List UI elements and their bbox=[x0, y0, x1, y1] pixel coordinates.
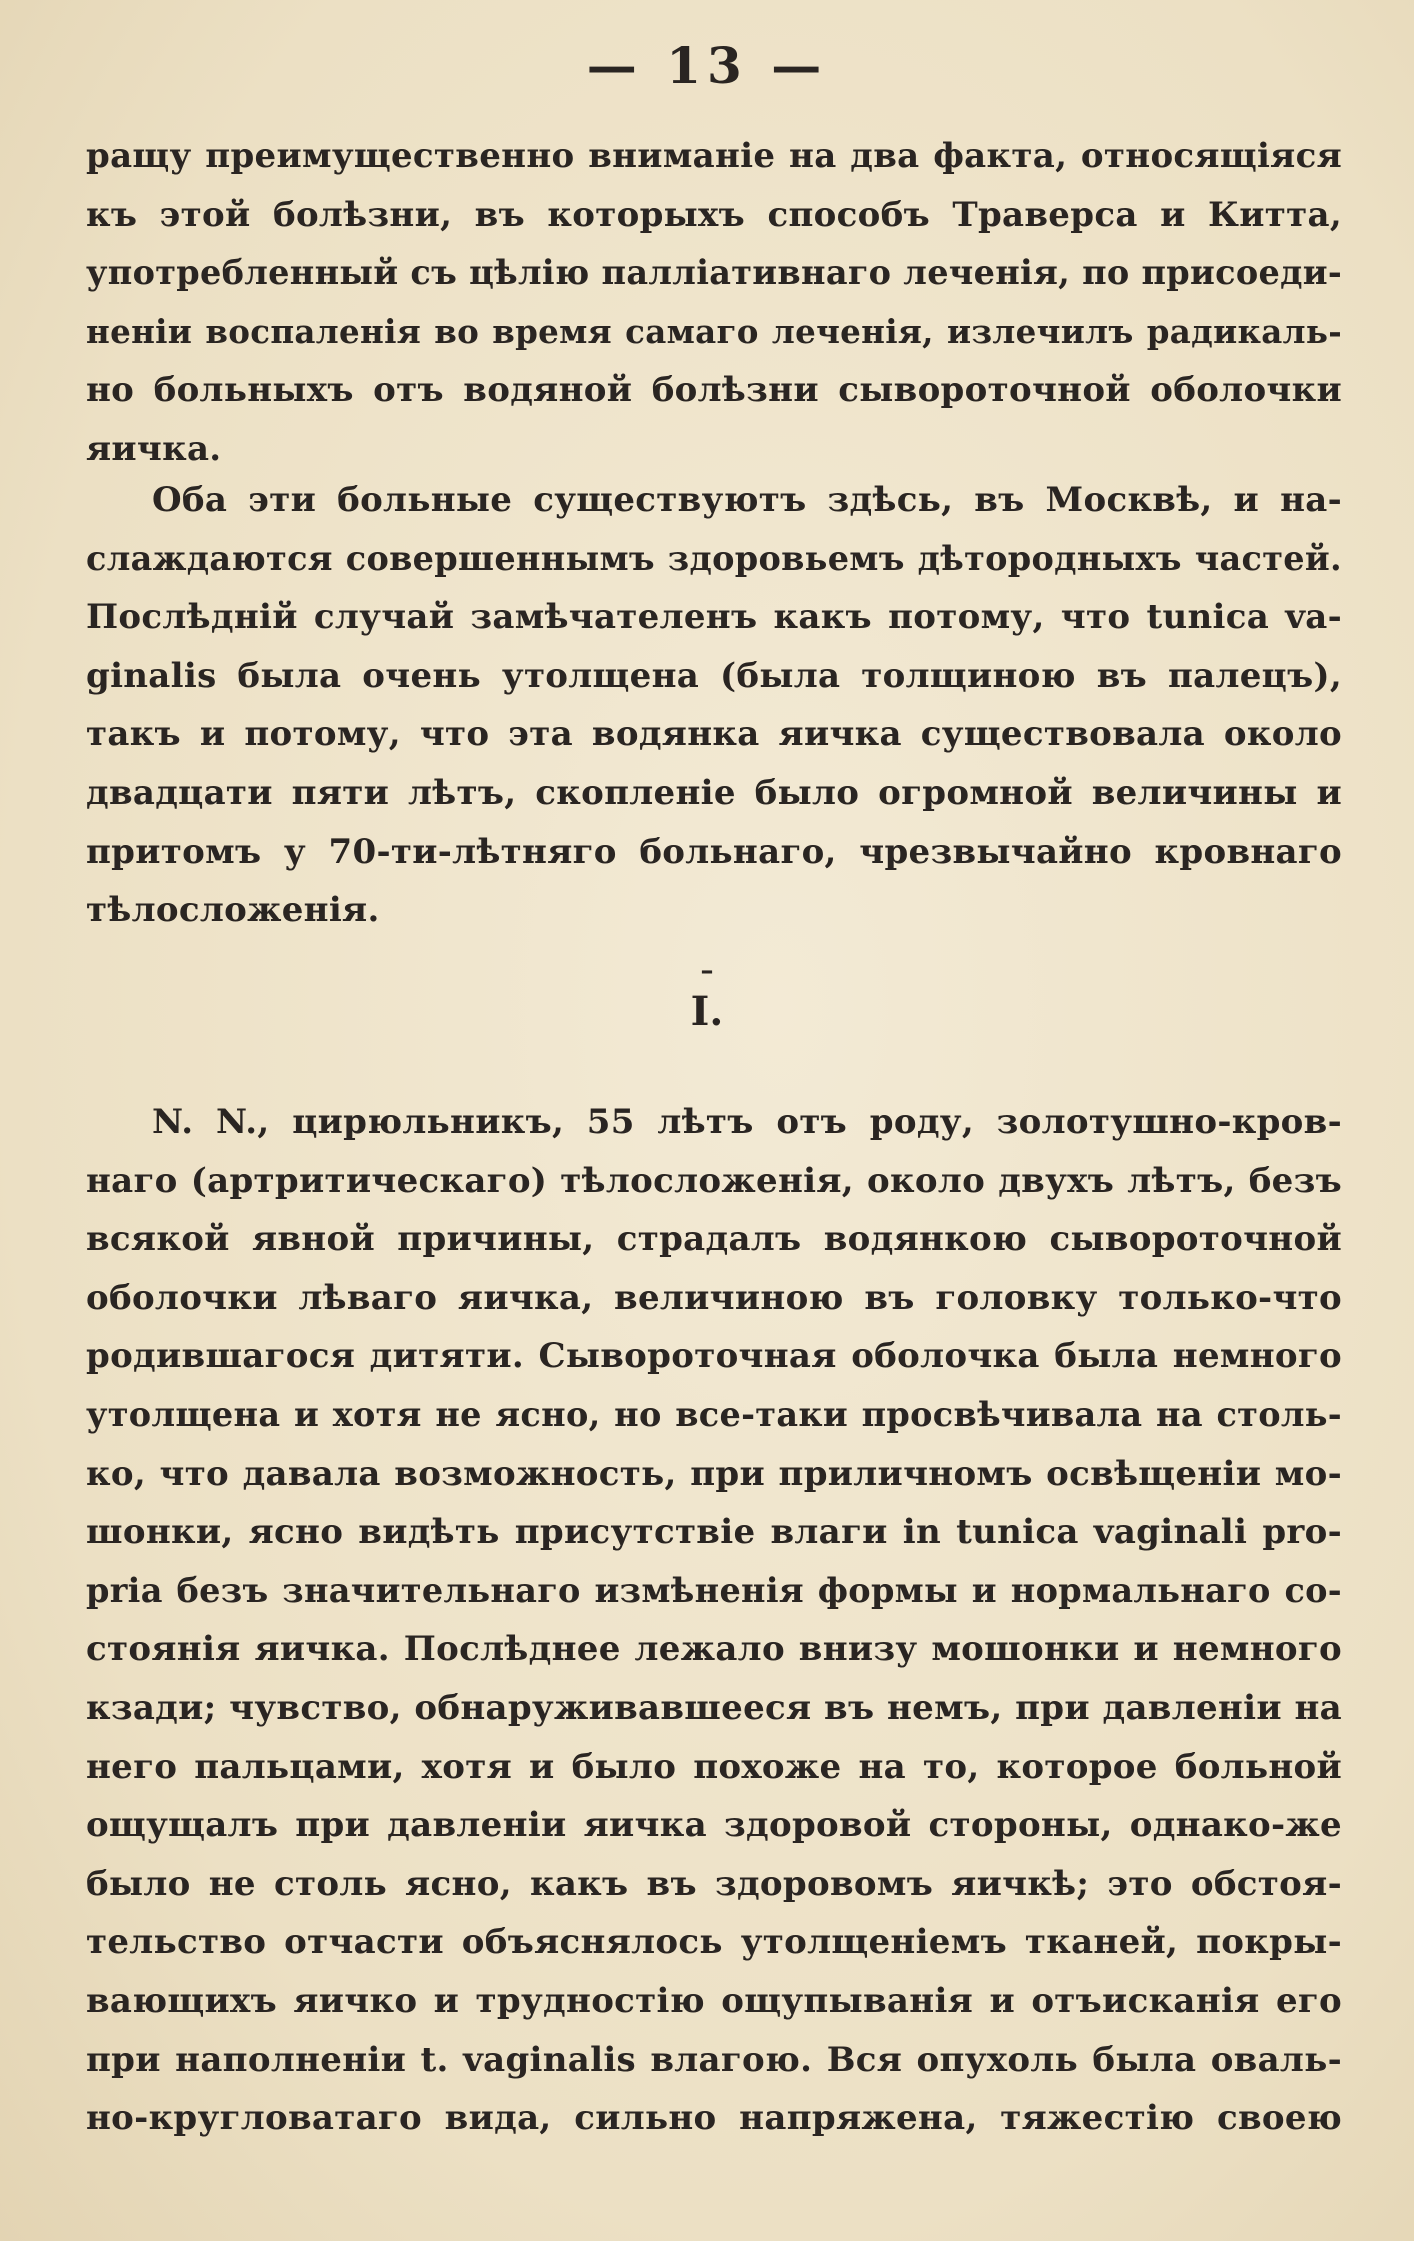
text-line: было не столь ясно, какъ въ здоровомъ яичкѣ; это обстоя- bbox=[86, 1863, 1342, 1904]
text-line: слаждаются совершеннымъ здоровьемъ дѣтородныхъ частей. bbox=[86, 538, 1342, 578]
text-line: употребленный съ цѣлію палліативнаго леченія, по присоеди- bbox=[86, 253, 1343, 293]
text-line: наго (артритическаго) тѣлосложенія, около двухъ лѣтъ, безъ bbox=[86, 1160, 1342, 1201]
text-line: ощущалъ при давленіи яичка здоровой стороны, однако-же bbox=[86, 1805, 1342, 1846]
text-line: pria безъ значительнаго измѣненія формы и нормальнаго со- bbox=[86, 1570, 1342, 1610]
second-paragraph bbox=[86, 471, 1342, 940]
text-line: тельство отчасти объяснялось утолщеніемъ тканей, покры- bbox=[86, 1922, 1342, 1963]
text-line: шонки, ясно видѣть присутствіе влаги in tunica vaginali pro- bbox=[86, 1512, 1342, 1553]
text-line: яичка. bbox=[86, 428, 222, 469]
text-line: ко, что давала возможность, при приличномъ освѣщеніи мо- bbox=[86, 1453, 1342, 1494]
text-line: но больныхъ отъ водяной болѣзни сывороточной оболочки bbox=[86, 370, 1342, 411]
intro-paragraph bbox=[86, 127, 1342, 479]
text-line: притомъ у 70-ти-лѣтняго больнаго, чрезвычайно кровнаго bbox=[86, 831, 1342, 872]
text-line: родившагося дитяти. Сывороточная оболочка была немного bbox=[86, 1336, 1342, 1377]
page-number: — 13 — bbox=[586, 36, 828, 95]
text-line: кзади; чувство, обнаруживавшееся въ немъ, при давленіи на bbox=[86, 1687, 1342, 1728]
text-line: такъ и потому, что эта водянка яичка существовала около bbox=[86, 714, 1342, 755]
text-line: тѣлосложенія. bbox=[86, 890, 380, 931]
text-line: неніи воспаленія во время самаго леченія, излечилъ радикаль- bbox=[86, 311, 1342, 351]
text-line: вающихъ яичко и трудностію ощупыванія и отъисканія его bbox=[86, 1980, 1342, 2021]
text-line: оболочки лѣваго яичка, величиною въ головку только-что bbox=[86, 1277, 1342, 1318]
text-line: стоянія яичка. Послѣднее лежало внизу мошонки и немного bbox=[86, 1629, 1342, 1670]
text-line: при наполненіи t. vaginalis влагою. Вся опухоль была оваль- bbox=[86, 2039, 1342, 2080]
text-line: него пальцами, хотя и было похоже на то, которое больной bbox=[86, 1746, 1342, 1787]
section-dash: – bbox=[700, 956, 714, 986]
text-line: ращу преимущественно вниманіе на два факта, относящіяся bbox=[86, 136, 1342, 176]
text-line: къ этой болѣзни, въ которыхъ способъ Траверса и Китта, bbox=[86, 194, 1342, 235]
text-line: но-кругловатаго вида, сильно напряжена, тяжестію своею bbox=[86, 2098, 1342, 2139]
text-line: всякой явной причины, страдалъ водянкою сывороточной bbox=[86, 1219, 1342, 1260]
section-heading: I. bbox=[690, 988, 724, 1035]
text-line: Послѣдній случай замѣчателенъ какъ потому, что tunica va- bbox=[86, 597, 1342, 638]
text-line: утолщена и хотя не ясно, но все-таки просвѣчивала на столь- bbox=[86, 1394, 1342, 1434]
case-paragraph bbox=[86, 1093, 1342, 2148]
text-line: ginalis была очень утолщена (была толщиною въ палецъ), bbox=[86, 655, 1342, 696]
text-line: Оба эти больные существуютъ здѣсь, въ Москвѣ, и на- bbox=[152, 480, 1342, 520]
text-line: N. N., цирюльникъ, 55 лѣтъ отъ роду, золотушно-кров- bbox=[152, 1102, 1342, 1142]
text-line: двадцати пяти лѣтъ, скопленіе было огромной величины и bbox=[86, 772, 1342, 813]
